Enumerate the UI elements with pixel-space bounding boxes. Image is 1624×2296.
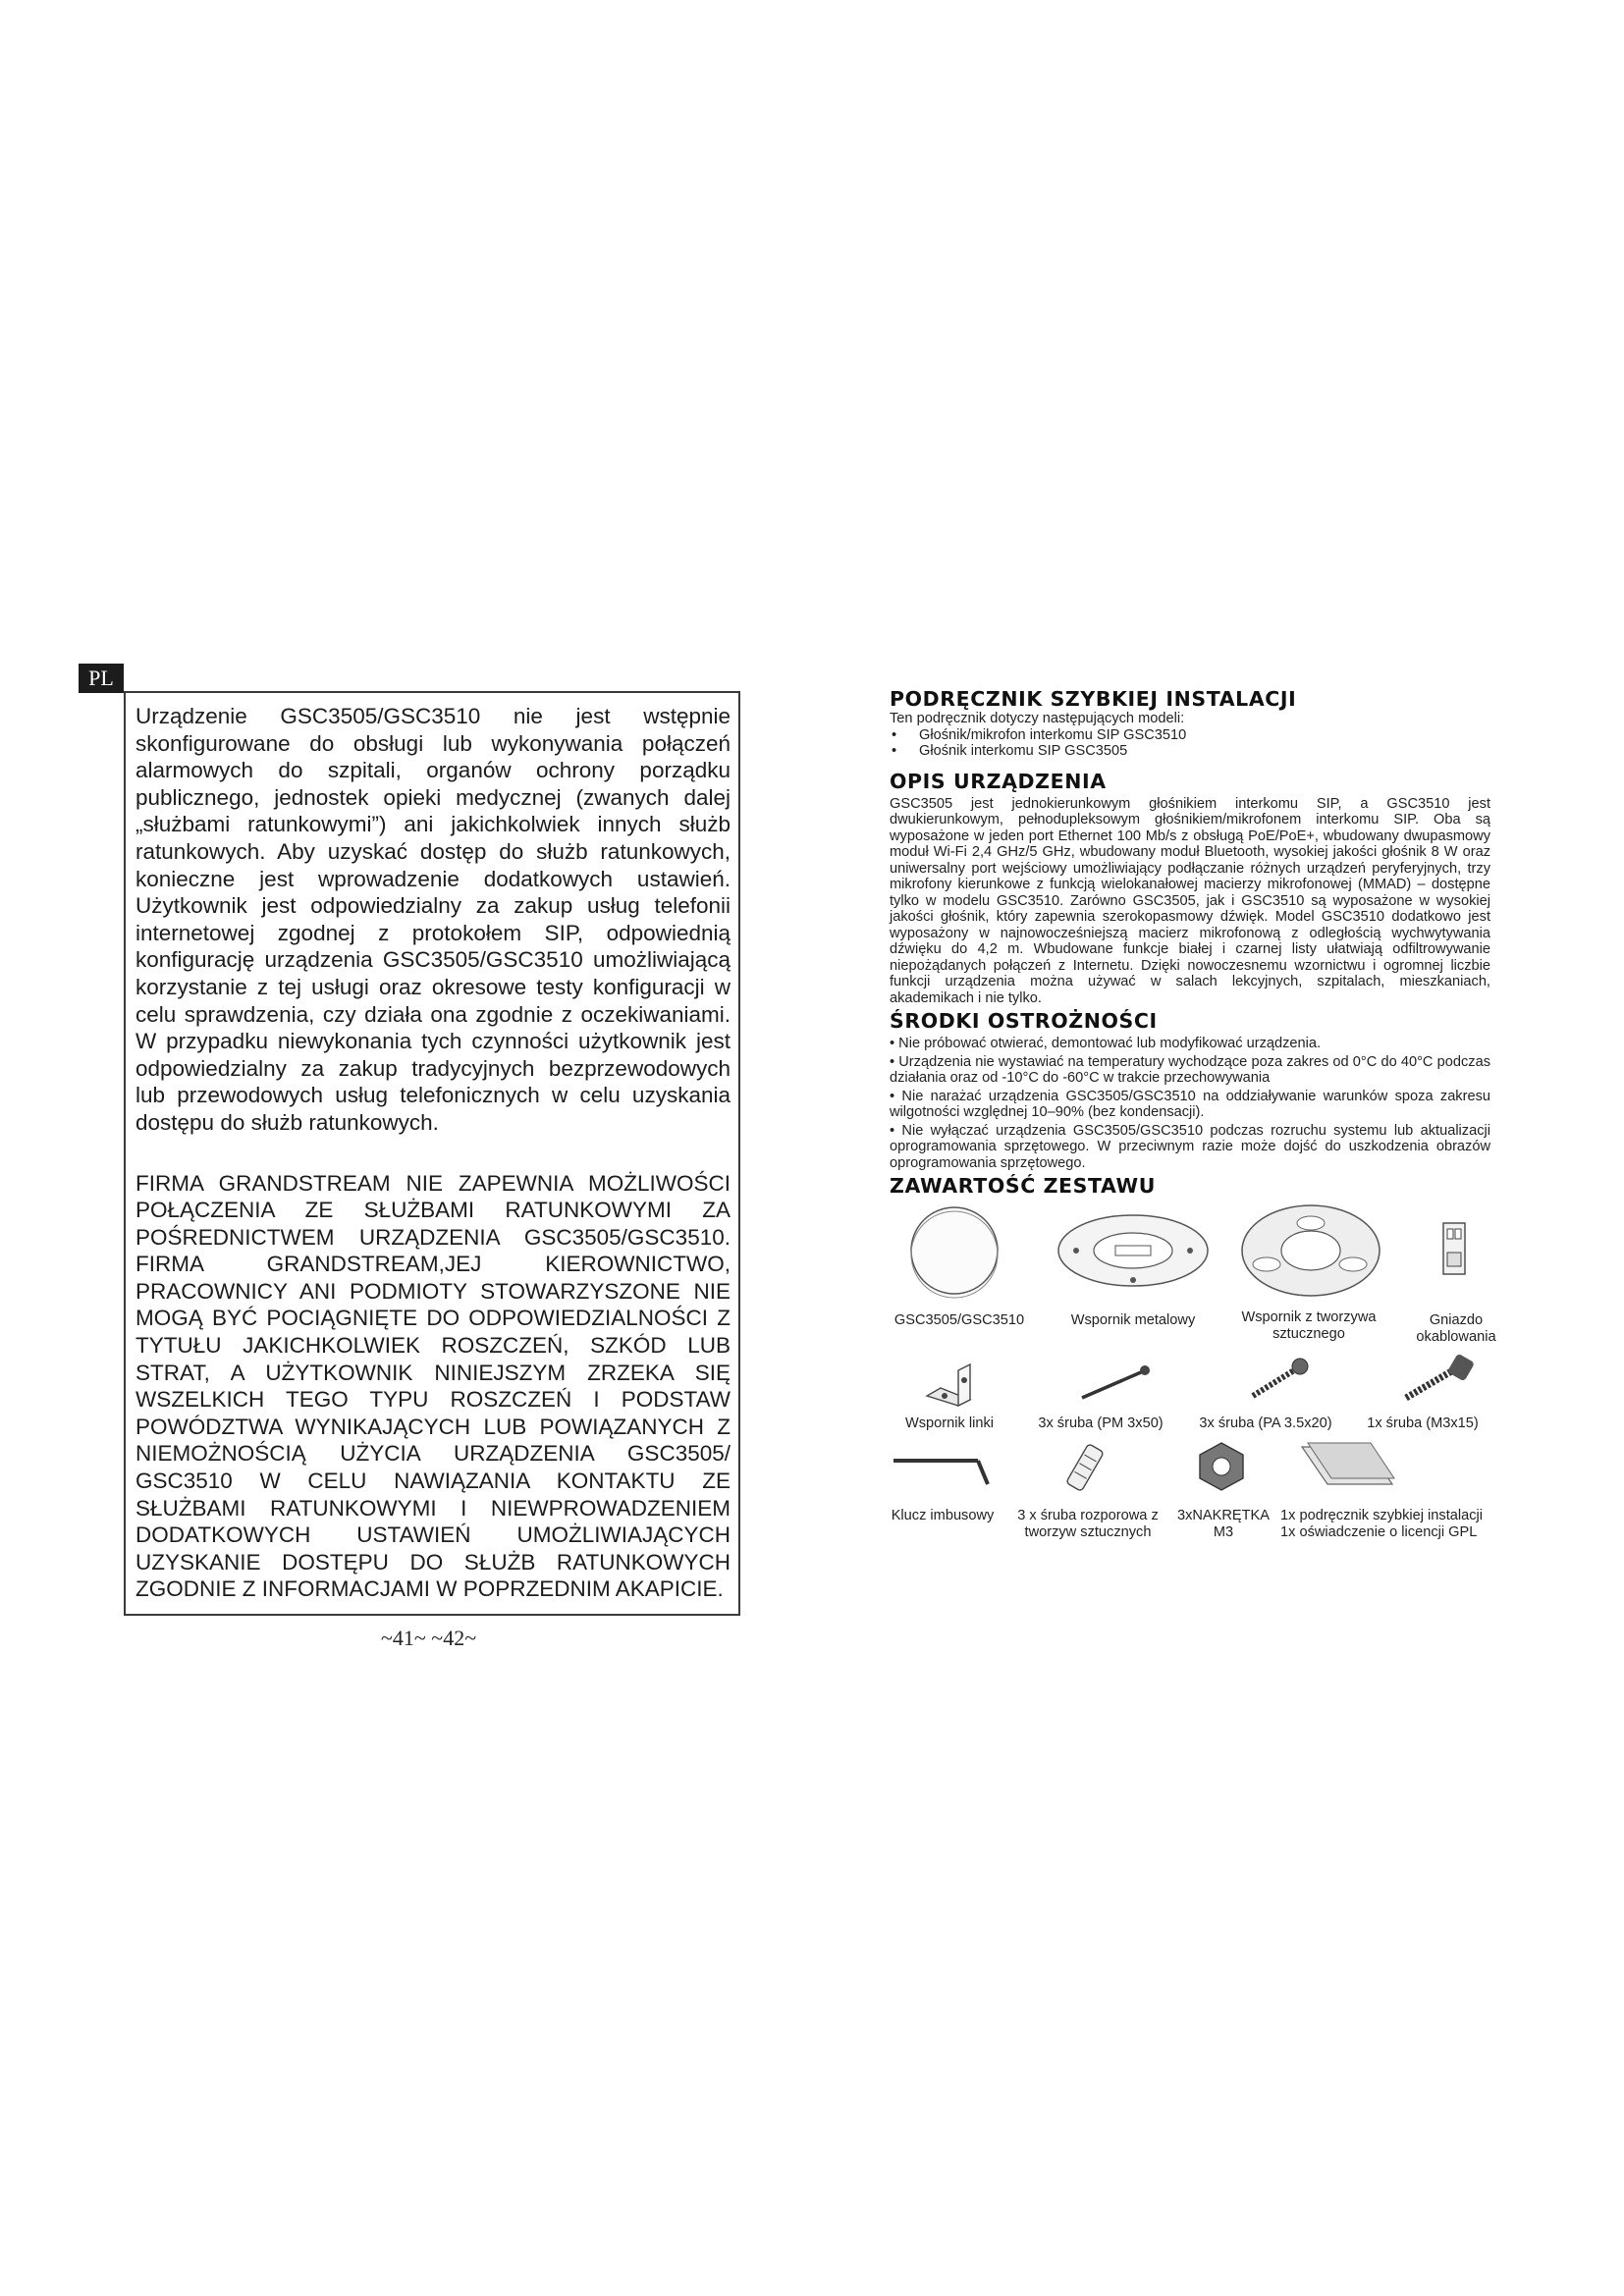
hex-key-image	[890, 1451, 998, 1490]
wall-plug-image	[1058, 1441, 1113, 1496]
emergency-notice-box	[124, 691, 740, 1616]
screw-pa-image	[1247, 1357, 1316, 1404]
description-title: OPIS URZĄDZENIA	[890, 769, 1107, 793]
kit-item-label: 1x podręcznik szybkiej instalacji 1x oświadczenie o licencji GPL	[1280, 1508, 1484, 1540]
quick-guide-intro: Ten podręcznik dotyczy następujących modeli:	[890, 711, 1185, 726]
kit-item-label: Wspornik linki	[904, 1415, 994, 1431]
precaution-item: • Urządzenia nie wystawiać na temperatury wychodzące poza zakres od 0°C do 40°C podczas działania oraz od -10°C do -60°C w trakcie przechowywania	[890, 1053, 1490, 1086]
kit-item-label: Wspornik metalowy	[1070, 1312, 1196, 1328]
emergency-notice-paragraph: Urządzenie GSC3505/GSC3510 nie jest wstępnie skonfigurowane do obsługi lub wykonywania połączeń alarmowych do szpitali, organów ochrony porządku publicznego, jednostek opieki medycznej (zwanych dalej „służbami ratunkowymi”) ani jakichkolwiek innych służb ratunkowych. Aby uzyskać dostęp do służb ratunkowych, konieczne jest wprowadzenie dodatkowych ustawień. Użytkownik jest odpowiedzialny za zakup usług telefonii internetowej zgodnej z protokołem SIP, odpowiednią konfigurację urządzenia GSC3505/GSC3510 umożliwiającą korzystanie z tej usługi oraz okresowe testy konfiguracji w celu sprawdzenia, czy działa ona zgodnie z oczekiwaniami. W przypadku niewykonania tych czynności użytkownik jest odpowiedzialny za zakup tradycyjnych bezprzewodowych lub przewodowych usług telefonicznych w celu uzyskania dostępu do służb ratunkowych.	[135, 704, 731, 1135]
language-tag: PL	[79, 664, 124, 693]
model-list	[890, 727, 1490, 760]
screw-m3-image	[1400, 1355, 1479, 1406]
quick-guide-title: PODRĘCZNIK SZYBKIEJ INSTALACJI	[890, 687, 1297, 711]
metal-bracket-image	[1055, 1211, 1212, 1294]
page-numbers: ~41~ ~42~	[381, 1626, 477, 1650]
kit-item-label: Klucz imbusowy	[891, 1508, 995, 1523]
kit-item-label: GSC3505/GSC3510	[893, 1312, 1025, 1328]
screw-pm-image	[1076, 1364, 1155, 1404]
plastic-bracket-image	[1237, 1201, 1384, 1304]
kit-title: ZAWARTOŚĆ ZESTAWU	[890, 1174, 1157, 1198]
precautions-list	[890, 1036, 1490, 1171]
model-item: • Głośnik/mikrofon interkomu SIP GSC3510	[890, 727, 1490, 744]
kit-contents	[890, 1201, 1496, 1540]
cable-bracket-image	[919, 1359, 978, 1412]
description-text: GSC3505 jest jednokierunkowym głośnikiem interkomu SIP, a GSC3510 jest dwukierunkowym, pełnodupleksowym głośnikiem/mikrofonem interkomu SIP. Oba są wyposażone w jeden port Ethernet 100 Mb/s z obsługą PoE/PoE+, wbudowany dwupasmowy moduł Wi-Fi 2,4 GHz/5 GHz, wbudowany moduł Bluetooth, wysokiej jakości głośnik 8 W oraz uniwersalny port wejściowy umożliwiający podłączanie różnych urządzeń peryferyjnych, trzy mikrofony kierunkowe z funkcją wielokanałowej macierzy mikrofonowej (MMAD) – dostępne tylko w modelu GSC3510. Zarówno GSC3505, jak i GSC3510 są wyposażone w wysokiej jakości głośnik, który zapewnia szerokopasmowy dźwięk. Model GSC3510 dodatkowo jest wyposażony w najnowocześniejszą macierz mikrofonową z odległością wychwytywania dźwięku do 4,2 m. Wbudowane funkcje białej i czarnej listy ułatwiają odfiltrowywanie niepożądanych połączeń z Internetu. Dzięki nowoczesnemu wzornictwu i ogromnej liczbie funkcji urządzenia można używać w salach lekcyjnych, szpitalach, mieszkaniach, akademikach i nie tylko.	[890, 795, 1490, 1006]
kit-item-label: 3x śruba (PM 3x50)	[1038, 1415, 1164, 1431]
liability-disclaimer-paragraph: FIRMA GRANDSTREAM NIE ZAPEWNIA MOŻLIWOŚCI POŁĄCZENIA ZE SŁUŻBAMI RATUNKOWYMI ZA POŚREDNICTWEM URZĄDZENIA GSC3505/GSC3510. FIRMA GRANDSTREAM,JEJ KIEROWNICTWO, PRACOWNICY ANI PODMIOTY STOWARZYSZONE NIE MOGĄ BYĆ POCIĄGNIĘTE DO ODPOWIEDZIALNOŚCI Z TYTUŁU JAKICHKOLWIEK ROSZCZEŃ, SZKÓD LUB STRAT, A UŻYTKOWNIK NINIEJSZYM ZRZEKA SIĘ WSZELKICH TEGO TYPU ROSZCZEŃ I PODSTAW POWÓDZTWA WYNIKAJĄCYCH LUB POWIĄZANYCH Z NIEMOŻNOŚCIĄ UŻYCIA URZĄDZENIA GSC3505/ GSC3510 W CELU NAWIĄZANIA KONTAKTU ZE SŁUŻBAMI RATUNKOWYMI I NIEWPROWADZENIEM DODATKOWYCH USTAWIEŃ UMOŻLIWIAJĄCYCH UZYSKANIE DOSTĘPU DO SŁUŻB RATUNKOWYCH ZGODNIE Z INFORMACJAMI W POPRZEDNIM AKAPICIE.	[135, 1170, 731, 1602]
precautions-title: ŚRODKI OSTROŻNOŚCI	[890, 1009, 1158, 1033]
precaution-item: • Nie wyłączać urządzenia GSC3505/GSC3510 podczas rozruchu systemu lub aktualizacji oprogramowania sprzętowego. W przeciwnym razie może dojść do uszkodzenia obrazów oprogramowania sprzętowego.	[890, 1122, 1490, 1171]
nut-image	[1194, 1439, 1249, 1494]
device-disc-image	[905, 1205, 1003, 1300]
kit-item-label: 1x śruba (M3x15)	[1367, 1415, 1479, 1431]
kit-item-label: Wspornik z tworzywa sztucznego	[1241, 1309, 1377, 1342]
documents-image	[1298, 1441, 1396, 1490]
precaution-item: • Nie narażać urządzenia GSC3505/GSC3510 na oddziaływanie warunków spoza zakresu wilgotności względnej 10–90% (bez kondensacji).	[890, 1088, 1490, 1120]
kit-item-label: 3xNAKRĘTKA M3	[1176, 1508, 1271, 1540]
model-item: • Głośnik interkomu SIP GSC3505	[890, 743, 1490, 760]
kit-item-label: 3x śruba (PA 3.5x20)	[1199, 1415, 1332, 1431]
kit-item-label: Gniazdo okablowania	[1416, 1312, 1496, 1345]
precaution-item: • Nie próbować otwierać, demontować lub modyfikować urządzenia.	[890, 1036, 1322, 1051]
kit-item-label: 3 x śruba rozporowa z tworzyw sztucznych	[1017, 1508, 1159, 1540]
right-column	[890, 687, 1496, 1540]
wiring-socket-image	[1439, 1219, 1469, 1278]
